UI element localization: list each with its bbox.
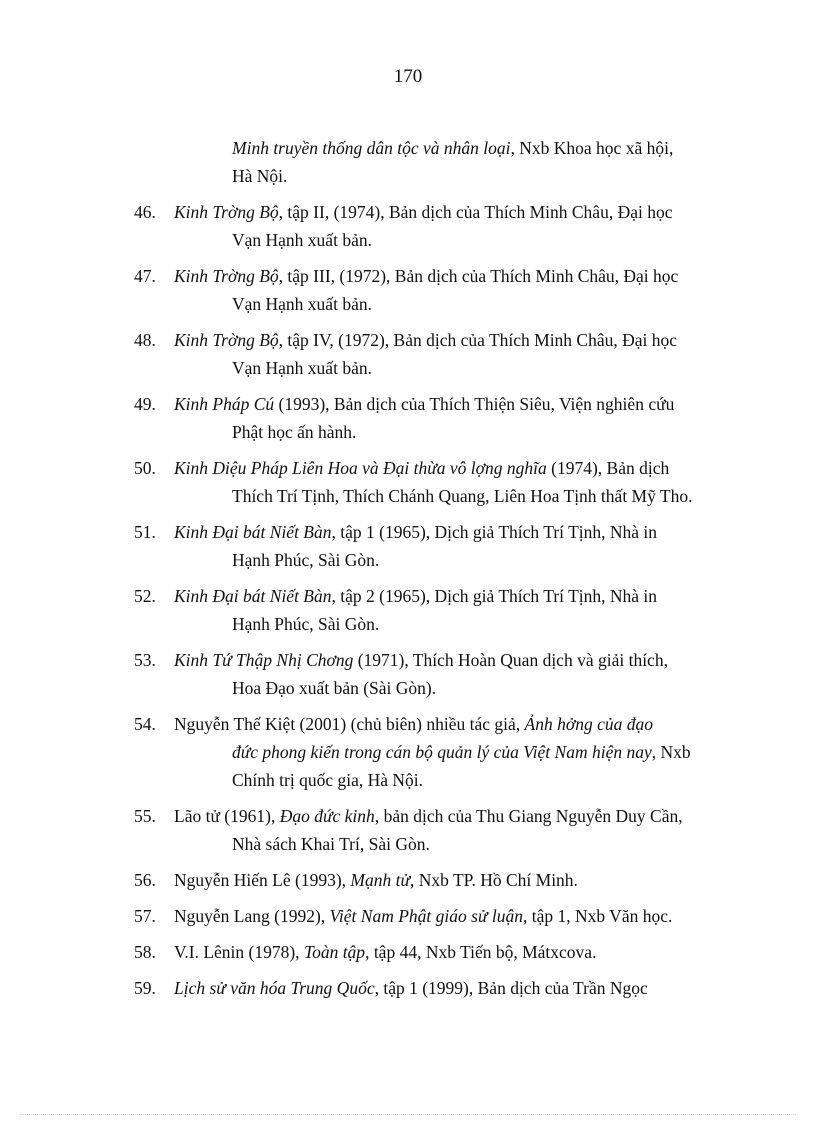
bibliography-entry <box>134 866 738 894</box>
entry-text: , bản dịch của Thu Giang Nguyễn Duy Cần, <box>374 806 683 826</box>
entry-first-line <box>174 974 738 1002</box>
entry-continuation-line: Nhà sách Khai Trí, Sài Gòn. <box>232 834 430 854</box>
entry-body <box>174 518 738 574</box>
entry-body <box>174 710 738 794</box>
entry-text: Nguyễn Thế Kiệt (2001) (chủ biên) nhiều tác giả, <box>174 714 525 734</box>
entry-number: 58. <box>134 942 156 962</box>
entry-number: 47. <box>134 266 156 286</box>
entry-text: (1993), Bản dịch của Thích Thiện Siêu, Viện nghiên cứu <box>274 394 675 414</box>
entry-text: Nguyễn Hiến Lê (1993), <box>174 870 351 890</box>
entry-number: 52. <box>134 586 156 606</box>
entry-first-line <box>174 802 738 830</box>
entry-body <box>174 326 738 382</box>
italic-title: Lịch sử văn hóa Trung Quốc <box>174 978 375 998</box>
entry-text: , Nxb Khoa học xã hội, <box>510 138 674 158</box>
italic-title: Ảnh hởng của đạo <box>524 714 653 734</box>
entry-continuation-line: Vạn Hạnh xuất bản. <box>232 230 372 250</box>
entry-text: , tập III, (1972), Bản dịch của Thích Minh Châu, Đại học <box>278 266 679 286</box>
entry-number: 53. <box>134 650 156 670</box>
entry-first-line <box>174 454 738 482</box>
bibliography-entry <box>134 802 738 858</box>
entry-first-line <box>174 198 738 226</box>
bibliography-entry <box>134 326 738 382</box>
entry-continuation-line: Vạn Hạnh xuất bản. <box>232 358 372 378</box>
italic-title: Đạo đức kinh <box>279 806 375 826</box>
bibliography-entry <box>134 518 738 574</box>
italic-title: Kinh Pháp Cú <box>174 394 275 414</box>
entry-number: 56. <box>134 870 156 890</box>
italic-title: đức phong kiến trong cán bộ quản lý của Việt Nam hiện nay <box>232 742 652 762</box>
italic-title: Kinh Diệu Pháp Liên Hoa và Đại thừa vô lợng nghĩa <box>174 458 547 478</box>
entry-first-line <box>174 518 738 546</box>
entry-middle-line <box>232 738 738 766</box>
page-number: 170 <box>393 66 423 87</box>
italic-title: Toàn tập <box>303 942 366 962</box>
entry-continuation-line: Hoa Đạo xuất bản (Sài Gòn). <box>232 678 437 698</box>
bibliography-entry <box>134 134 738 190</box>
entry-first-line <box>174 646 738 674</box>
bibliography-entry <box>134 262 738 318</box>
entry-continuation-line: Hà Nội. <box>232 166 288 186</box>
entry-text: Lão tử (1961), <box>174 806 280 826</box>
entry-text: V.I. Lênin (1978), <box>174 942 304 962</box>
entry-body <box>174 938 738 966</box>
entry-first-line <box>174 582 738 610</box>
bibliography-entry <box>134 938 738 966</box>
entry-body <box>174 582 738 638</box>
entry-continuation-line: Thích Trí Tịnh, Thích Chánh Quang, Liên Hoa Tịnh thất Mỹ Tho. <box>232 486 693 506</box>
entry-body <box>174 866 738 894</box>
entry-first-line <box>174 866 738 894</box>
entry-text: , tập 1 (1965), Dịch giả Thích Trí Tịnh, Nhà in <box>331 522 658 542</box>
bibliography-entry <box>134 582 738 638</box>
italic-title: Mạnh tử <box>350 870 411 890</box>
bibliography-entry <box>134 198 738 254</box>
entry-body <box>174 390 738 446</box>
italic-title: Việt Nam Phật giáo sử luận <box>329 906 523 926</box>
entry-text: , tập IV, (1972), Bản dịch của Thích Minh Châu, Đại học <box>278 330 678 350</box>
entry-continuation-line: Chính trị quốc gia, Hà Nội. <box>232 770 424 790</box>
entry-text: (1974), Bản dịch <box>546 458 670 478</box>
entry-first-line <box>232 134 738 162</box>
entry-body <box>174 134 738 190</box>
entry-text: , tập 2 (1965), Dịch giả Thích Trí Tịnh, Nhà in <box>331 586 658 606</box>
entry-body <box>174 802 738 858</box>
entry-number: 51. <box>134 522 156 542</box>
bibliography-entry <box>134 454 738 510</box>
entry-number: 54. <box>134 714 156 734</box>
entry-number: 59. <box>134 978 156 998</box>
bibliography-entry <box>134 902 738 930</box>
entry-text: , tập 1, Nxb Văn học. <box>522 906 673 926</box>
entry-body <box>174 646 738 702</box>
entry-first-line <box>174 902 738 930</box>
italic-title: Kinh Đại bát Niết Bàn <box>174 522 332 542</box>
entry-text: , tập 44, Nxb Tiến bộ, Mátxcova. <box>365 942 597 962</box>
entry-text: , tập 1 (1999), Bản dịch của Trần Ngọc <box>374 978 648 998</box>
entry-number: 57. <box>134 906 156 926</box>
entry-text: Nguyễn Lang (1992), <box>174 906 330 926</box>
italic-title: Minh truyền thống dân tộc và nhân loại <box>232 138 511 158</box>
entry-text: (1971), Thích Hoàn Quan dịch và giải thích, <box>353 650 668 670</box>
bibliography-entry <box>134 390 738 446</box>
italic-title: Kinh Đại bát Niết Bàn <box>174 586 332 606</box>
bibliography-entry <box>134 646 738 702</box>
entry-number: 46. <box>134 202 156 222</box>
entry-text: , tập II, (1974), Bản dịch của Thích Minh Châu, Đại học <box>278 202 673 222</box>
bottom-divider <box>20 1114 796 1115</box>
entry-first-line <box>174 938 738 966</box>
italic-title: Kinh Tứ Thập Nhị Chơng <box>174 650 354 670</box>
entry-number: 48. <box>134 330 156 350</box>
entry-continuation-line: Hạnh Phúc, Sài Gòn. <box>232 550 380 570</box>
entry-first-line <box>174 710 738 738</box>
entry-text: , Nxb <box>651 742 691 762</box>
italic-title: Kinh Trờng Bộ <box>174 330 279 350</box>
entry-text: , Nxb TP. Hồ Chí Minh. <box>410 870 578 890</box>
entry-first-line <box>174 390 738 418</box>
entry-first-line <box>174 326 738 354</box>
entry-body <box>174 902 738 930</box>
entry-body <box>174 454 738 510</box>
bibliography-entry <box>134 974 738 1002</box>
entry-body <box>174 198 738 254</box>
bibliography-list <box>134 134 738 1010</box>
bibliography-entry <box>134 710 738 794</box>
entry-continuation-line: Vạn Hạnh xuất bản. <box>232 294 372 314</box>
italic-title: Kinh Trờng Bộ <box>174 202 279 222</box>
entry-continuation-line: Hạnh Phúc, Sài Gòn. <box>232 614 380 634</box>
italic-title: Kinh Trờng Bộ <box>174 266 279 286</box>
entry-number: 55. <box>134 806 156 826</box>
entry-body <box>174 974 738 1002</box>
entry-first-line <box>174 262 738 290</box>
entry-body <box>174 262 738 318</box>
entry-continuation-line: Phật học ấn hành. <box>232 422 357 442</box>
entry-number: 50. <box>134 458 156 478</box>
entry-number: 49. <box>134 394 156 414</box>
